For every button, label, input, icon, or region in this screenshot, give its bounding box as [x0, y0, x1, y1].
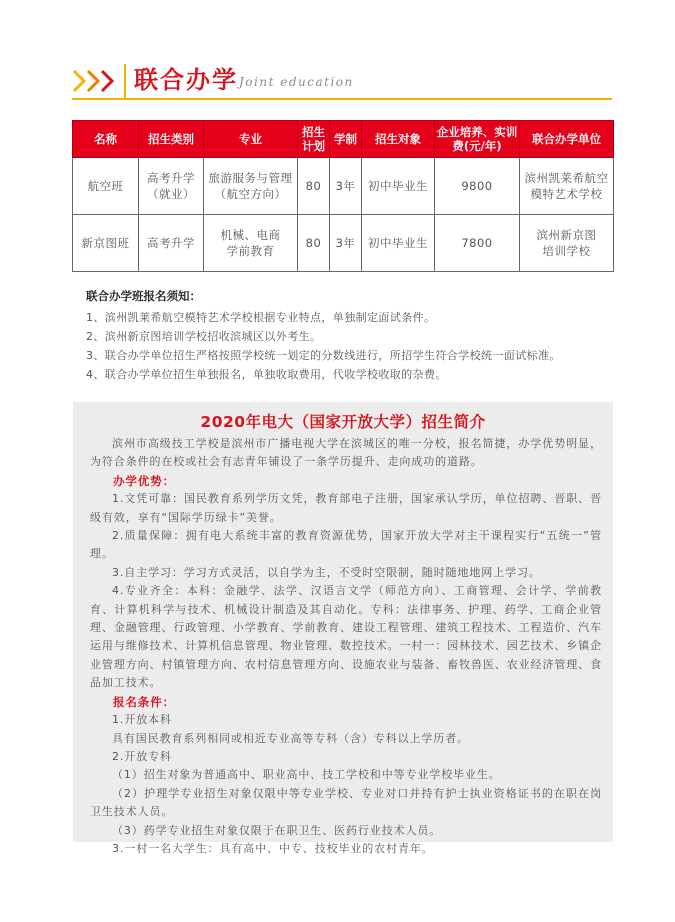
column-header-plan: [298, 121, 330, 158]
cell-major: 机械、电商 学前教育: [204, 215, 298, 272]
cell-duration: 3年: [330, 215, 362, 272]
advantage-item: 2.质量保障：拥有电大系统丰富的教育资源优势，国家开放大学对主干课程实行“五统一”管理。: [90, 529, 602, 561]
notice-item: 2、滨州新京图培训学校招收滨城区以外考生。: [86, 330, 322, 343]
enrollment-notice: [86, 288, 606, 384]
cell-partner: 滨州新京图 培训学校: [520, 215, 614, 272]
tvu-intro-panel: [73, 402, 613, 855]
cell-category: 高考升学 （就业）: [139, 158, 204, 215]
cell-category: 高考升学: [139, 215, 204, 272]
college-item: （2）护理学专业招生对象仅限中等专业学校、专业对口并持有护士执业资格证书的在职在岗卫生技术人员。: [90, 786, 602, 819]
college-item: （1）招生对象为普通高中、职业高中、技工学校和中等专业学校毕业生。: [112, 768, 501, 782]
table-header-row: [73, 121, 614, 158]
section-subtitle: Joint education: [239, 75, 354, 89]
notice-item: 1、滨州凯莱希航空模特艺术学校根据专业特点，单独制定面试条件。: [86, 311, 436, 324]
joint-education-table: [72, 120, 614, 272]
column-header-target: 招生对象: [362, 121, 435, 158]
intro-paragraph: 滨州市高级技工学校是滨州市广播电视大学在滨城区的唯一分校，报名简捷，办学优势明显，为符合条件的在校或社会有志青年铺设了一条学历提升、走向成功的道路。: [90, 437, 602, 469]
cell-target: 初中毕业生: [362, 215, 435, 272]
table-row: [73, 215, 614, 272]
header-divider: [124, 64, 126, 98]
section-header: [72, 62, 612, 100]
village-condition: 3.一村一名大学生：具有高中、中专、技校毕业的农村青年。: [112, 841, 434, 855]
column-header-fee: [435, 121, 520, 158]
column-header-major: 专业: [204, 121, 298, 158]
advantage-item: 4.专业齐全：本科：金融学、法学、汉语言文学（师范方向）、工商管理、会计学、学前教育、计算机科学与技术、机械设计制造及其自动化。专科：法律事务、护理、药学、工商企业管理、金融管理、行政管理、小学教育、学前教育、建设工程管理、建筑工程技术、工程造价、汽车运用与维修技术、计算机信息管理、物业管理、数控技术。一村一：园林技术、园艺技术、乡镇企业管理方向、村镇管理方向、农村信息管理方向、设施农业与装备、畜牧兽医、农业经济管理、食品加工技术。: [90, 584, 602, 690]
advantage-item: 1.文凭可靠：国民教育系列学历文凭，教育部电子注册，国家承认学历，单位招聘、晋职、晋级有效，享有“国际学历绿卡”美誉。: [90, 492, 602, 524]
conditions-heading: 报名条件：: [113, 694, 175, 709]
column-header-fee-label: 企业培养、实训费(元/年): [436, 125, 518, 153]
notice-item: 4、联合办学单位招生单独报名，单独收取费用，代收学校收取的杂费。: [86, 368, 447, 381]
cell-major: 旅游服务与管理 （航空方向）: [204, 158, 298, 215]
cell-fee: 7800: [435, 215, 520, 272]
cell-partner: 滨州凯莱希航空 模特艺术学校: [520, 158, 614, 215]
column-header-category: 招生类别: [139, 121, 204, 158]
notice-title: 联合办学班报名须知：: [86, 289, 201, 303]
advantage-item: 3.自主学习：学习方式灵活，以自学为主，不受时空限制，随时随地地网上学习。: [112, 565, 541, 579]
cell-plan: 80: [298, 158, 330, 215]
intro-title: 2020年电大（国家开放大学）招生简介: [200, 413, 486, 431]
advantages-heading: 办学优势：: [113, 473, 175, 488]
cell-name: 新京图班: [73, 215, 139, 272]
cell-name: 航空班: [73, 158, 139, 215]
column-header-partner: 联合办学单位: [520, 121, 614, 158]
cell-plan: 80: [298, 215, 330, 272]
undergrad-text: 具有国民教育系列相同或相近专业高等专科（含）专科以上学历者。: [112, 731, 469, 745]
triple-chevron-right-icon: [72, 68, 122, 94]
column-header-plan-label: 招生计划: [302, 125, 325, 153]
column-header-name: 名称: [73, 121, 139, 158]
header-underline: [72, 98, 612, 100]
section-title: 联合办学: [134, 66, 238, 94]
college-title: 2.开放专科: [112, 749, 172, 763]
cell-target: 初中毕业生: [362, 158, 435, 215]
cell-fee: 9800: [435, 158, 520, 215]
intro-body: [90, 435, 602, 858]
table-row: [73, 158, 614, 215]
college-item: （3）药学专业招生对象仅限于在职卫生、医药行业技术人员。: [112, 823, 442, 837]
column-header-duration: 学制: [330, 121, 362, 158]
undergrad-title: 1.开放本科: [112, 713, 172, 727]
notice-item: 3、联合办学单位招生严格按照学校统一划定的分数线进行，所招学生符合学校统一面试标准。: [86, 349, 561, 362]
cell-duration: 3年: [330, 158, 362, 215]
